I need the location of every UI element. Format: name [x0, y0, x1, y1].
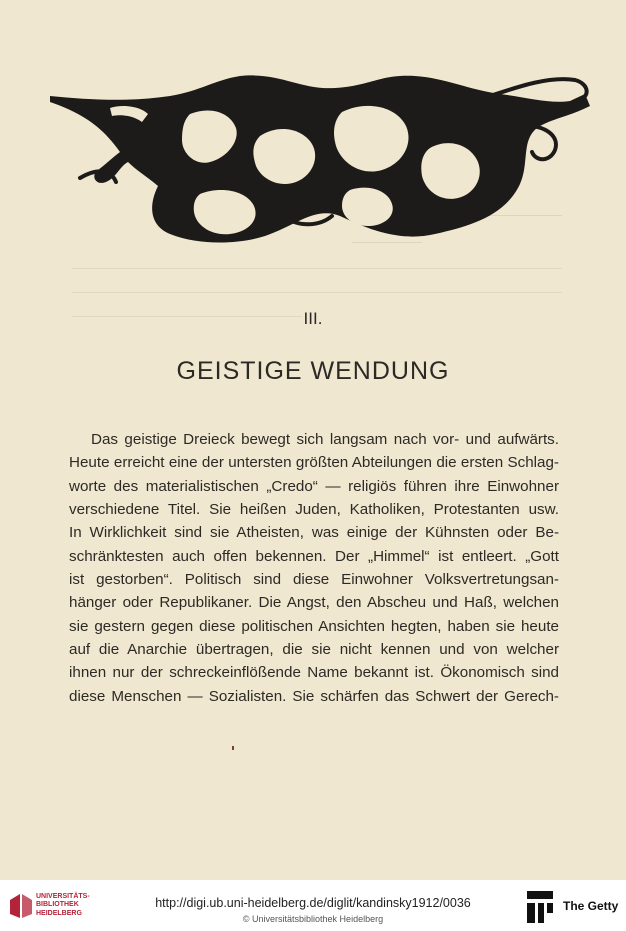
library-name-line: HEIDELBERG: [36, 909, 82, 917]
text-line: In Wirklichkeit sind sie Atheisten, was einige der Kühnsten oder Be-: [69, 524, 559, 542]
library-name-line: UNIVERSITÄTS-: [36, 893, 90, 900]
abstract-woodcut-vignette: [50, 66, 595, 251]
text-line: diese Menschen — Sozialisten. Sie schärfen das Schwert der Gerech-: [69, 687, 559, 705]
body-paragraph: [69, 428, 559, 708]
text-line: verschiedene Titel. Sie heißen Juden, Katholiken, Protestanten usw.: [69, 501, 559, 519]
text-line: Das geistige Dreieck bewegt sich langsam nach vor- und aufwärts.: [91, 431, 559, 448]
text-line: sie gestern gegen diese politischen Ansichten hegten, haben sie heute: [69, 617, 559, 635]
chapter-number: III.: [303, 309, 323, 328]
text-line: ihnen nur der schreckeinflößende Name bekannt ist. Ökonomisch sind: [69, 664, 559, 682]
text-line: worte des materialistischen „Credo“ — religiös führen ihre Einwohner: [69, 477, 559, 495]
show-through-mark: [72, 268, 562, 277]
copyright-notice: © Universitätsbibliothek Heidelberg: [242, 914, 384, 924]
text-line: ist gestorben“. Politisch sind diese Einwohner Volksvertretungsan-: [69, 571, 559, 589]
text-line: schränktesten auch offen bekennen. Der „Himmel“ ist entleert. „Gott: [69, 547, 559, 565]
ink-speck: [232, 746, 234, 750]
text-line: hänger oder Republikaner. Die Angst, den Abscheu und Haß, welchen: [69, 594, 559, 612]
library-name-line: BIBLIOTHEK: [36, 901, 79, 909]
partner-name: The Getty: [563, 899, 619, 913]
chapter-title: GEISTIGE WENDUNG: [176, 357, 450, 385]
show-through-mark: [72, 292, 562, 301]
footer-bar: [0, 880, 626, 931]
getty-logo-icon: [527, 891, 553, 923]
text-line: Heute erreicht eine der untersten größten Abteilungen die ersten Schlag-: [69, 454, 559, 472]
permalink-url[interactable]: http://digi.ub.uni-heidelberg.de/diglit/kandinsky1912/0036: [155, 896, 471, 910]
text-line: auf die Anarchie übertragen, die sie nicht kennen und von welcher: [69, 641, 559, 659]
